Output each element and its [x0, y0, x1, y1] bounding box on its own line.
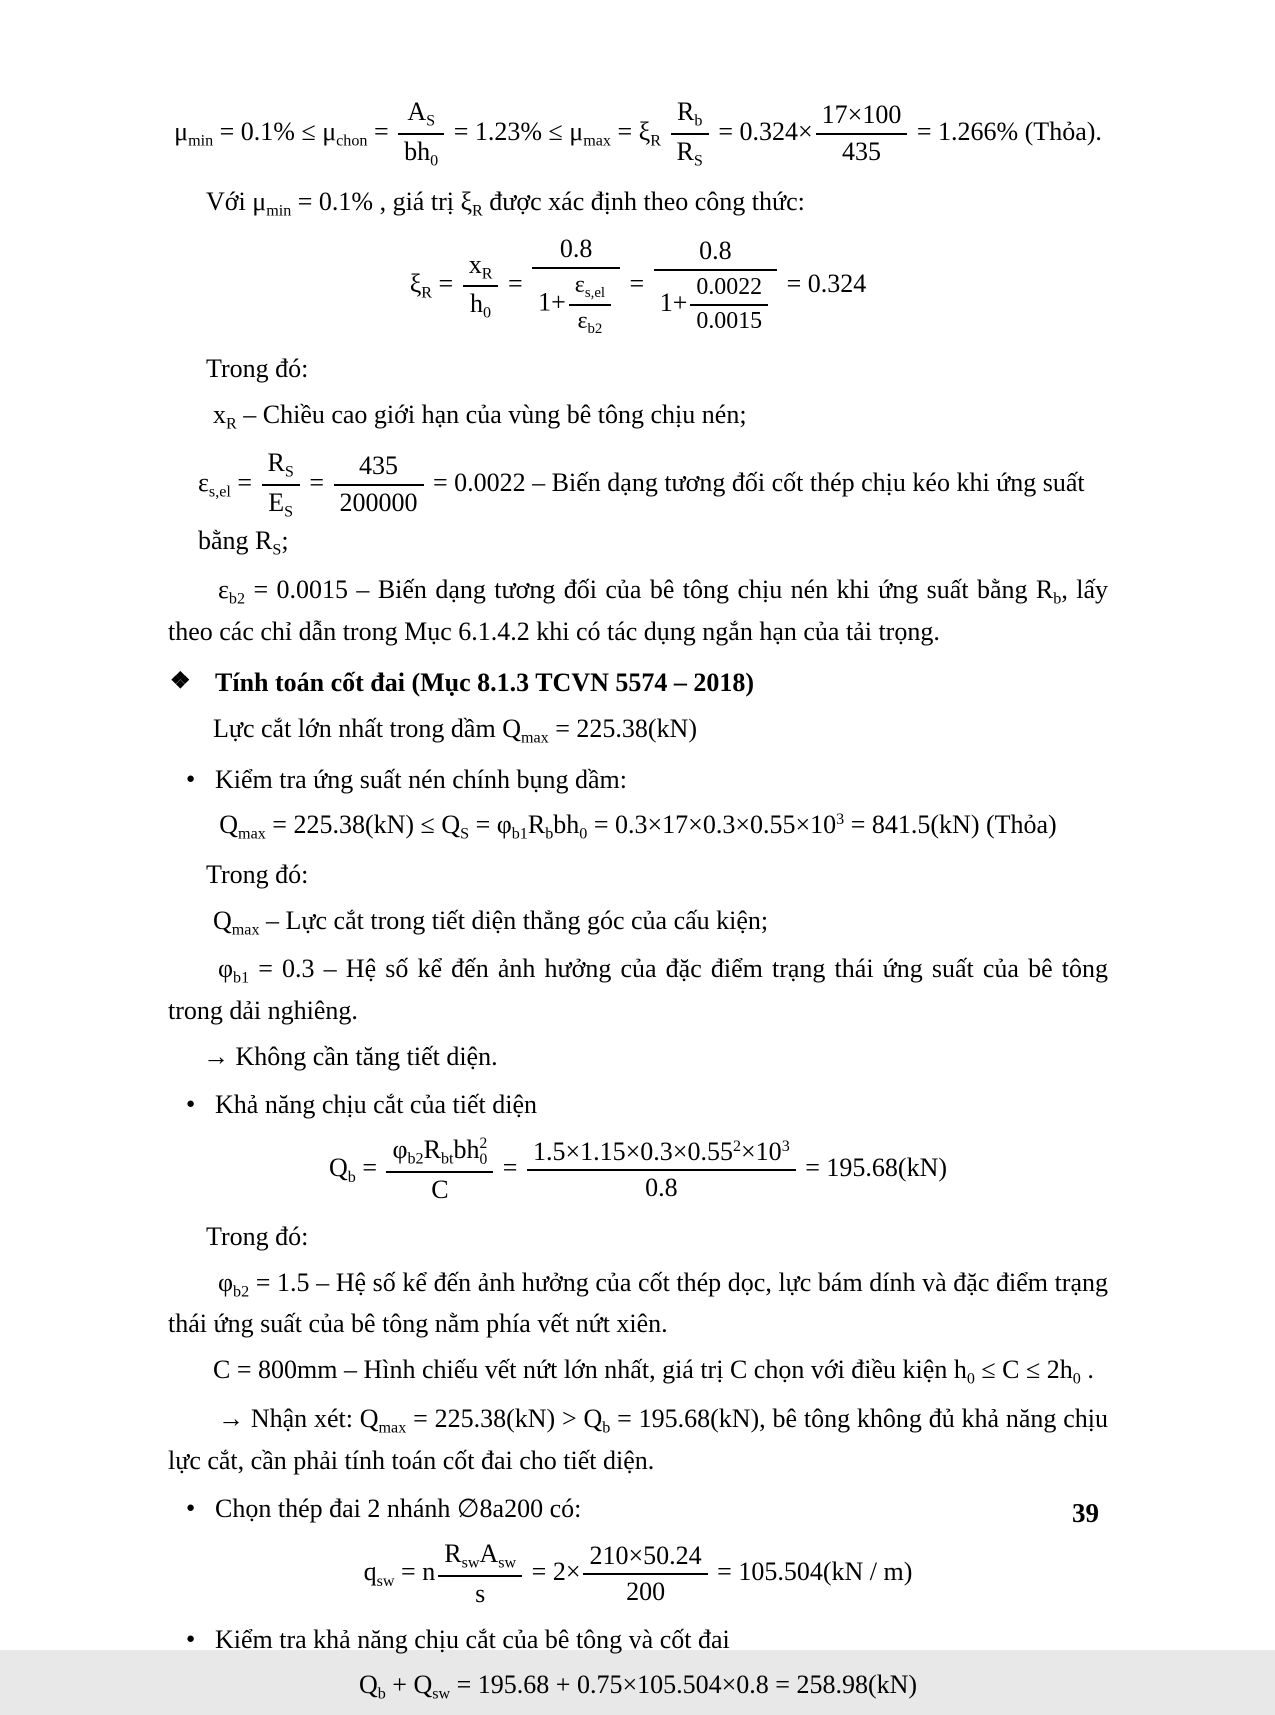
fraction: $\frac{0.0022}{0.0015}$: [690, 272, 768, 338]
subscript: R: [650, 132, 662, 150]
subscript: max: [378, 1419, 407, 1437]
subscript: 0: [483, 305, 492, 323]
subscript: 0: [579, 825, 588, 843]
subscript: b2: [407, 1150, 424, 1168]
para-phi-b2: $\varphi_{b2} = 1.5$ – Hệ số kể đến ảnh hưởng của cốt thép dọc, lực bám dính và đặc điểm trạng thái ứng suất của bê tông nằm phía vết nứt xiên.: [168, 1267, 1108, 1339]
subscript: max: [520, 729, 549, 747]
bullet-kiem-tra-ung-suat: [168, 760, 1108, 799]
subscript: b: [694, 112, 703, 130]
subscript: b1: [511, 825, 528, 843]
subscript: S: [693, 152, 703, 170]
diamond-bullet-icon: ❖: [170, 668, 191, 694]
subscript: R: [481, 265, 493, 283]
subscript: 0: [1072, 1371, 1081, 1389]
fraction: $\frac{R_b}{R_S}$: [671, 95, 709, 173]
dot-bullet-icon: ●: [186, 1096, 196, 1113]
subscript: sw: [376, 1572, 395, 1590]
para-eps-b2: $\varepsilon_{b2} = 0.0015$ – Biến dạng tương đối của bê tông chịu nén khi ứng suất bằng $R_b$, lấy theo các chỉ dẫn trong Mục 6.1.4.2 khi có tác dụng ngắn hạn của tải trọng.: [168, 575, 1108, 647]
para-xi-r-intro: Với $\mu_{min} = 0.1\%$ , giá trị $\xi_R$ được xác định theo công thức:: [206, 186, 805, 220]
fraction: $\frac{R_{sw}A_{sw}}{s}$: [438, 1537, 522, 1611]
formula-xi-r: $\xi_R$ = $\frac{x_R}{h_0}$ = 0.8 1+ $\frac{\varepsilon_{s,el}}{\varepsilon_{b2}}$ = 0.8 1+ $\frac{0.0022}{0.0015}$ = 0.324: [168, 232, 1108, 340]
subscript: b: [1053, 591, 1062, 609]
fraction: $\frac{x_R}{h_0}$: [463, 248, 499, 326]
bullet-chon-thep-dai: [168, 1489, 1108, 1528]
formula-eps-sel: $\varepsilon_{s,el}$ = $\frac{R_S}{E_S}$ = $\frac{435}{200000}$ = 0.0022 – Biến dạng tương đối cốt thép chịu kéo khi ứng suất bằng $R_S$;: [198, 448, 1085, 559]
subscript: S: [284, 503, 294, 521]
subscript: min: [266, 202, 292, 220]
para-trong-do-2: Trong đó:: [206, 859, 309, 889]
sub-sup-stack: 2 0: [479, 1134, 488, 1169]
subscript: s,el: [584, 285, 606, 302]
subscript: S: [272, 541, 282, 559]
fraction: $\varphi_{b2}R_{bt}bh$ 2 0 C: [386, 1133, 493, 1207]
fraction: $\frac{1.5\times 1.15\times 0.3\times 0.55^2\times 10^3}{0.8}$: [527, 1135, 796, 1206]
heading-text: Tính toán cốt đai (Mục 8.1.3 TCVN 5574 – 2018): [215, 668, 755, 698]
dot-bullet-icon: ●: [186, 771, 196, 788]
superscript: 2: [732, 1138, 742, 1156]
subscript: min: [188, 132, 214, 150]
bullet-text: Kiểm tra khả năng chịu cắt của bê tông và cốt đai: [215, 1625, 730, 1655]
subscript: chon: [336, 132, 368, 150]
subscript: b: [545, 825, 554, 843]
subscript: b2: [233, 1283, 250, 1301]
bullet-kha-nang-chiu-cat: [168, 1085, 1108, 1124]
def-qmax: $Q_{max}$ – Lực cắt trong tiết diện thẳng góc của cấu kiện;: [213, 905, 769, 939]
def-x-r: $x_R$ – Chiều cao giới hạn của vùng bê tông chịu nén;: [213, 400, 747, 433]
subscript: sw: [432, 1686, 451, 1703]
para-c-800mm: C = 800mm – Hình chiếu vết nứt lớn nhất, giá trị C chọn với điều kiện $h_0 \le C \le 2h_0$ .: [213, 1355, 1094, 1389]
formula-qsw: $q_{sw} = n$ $\frac{R_{sw}A_{sw}}{s}$ = 2× $\frac{210\times 50.24}{200}$ = 105.504(kN / m): [168, 1537, 1108, 1611]
para-khong-can-tang: → Không cần tăng tiết diện.: [203, 1042, 498, 1072]
subscript: R: [472, 202, 483, 220]
fraction: $\frac{R_S}{E_S}$: [262, 446, 300, 524]
formula-qb: $Q_b$ = $\varphi_{b2}R_{bt}bh$ 2 0 C = $\frac{1.5\times 1.15\times 0.3\times 0.55^2\times 10^3}{0.8}$ = 195.68(kN): [168, 1133, 1108, 1207]
formula-qmax-qs-check: $Q_{max} = 225.38(kN) \le Q_S = \varphi_{b1}R_bbh_0 = 0.3\times 17\times 0.3\times 0.55\times 10^3 = 841.5(kN)$ (Thỏa): [219, 810, 1057, 843]
fraction: $\frac{210\times 50.24}{200}$: [583, 1539, 707, 1610]
para-phi-b1: $\varphi_{b1} = 0.3$ – Hệ số kể đến ảnh hưởng của đặc điểm trạng thái ứng suất của bê tông trong dải nghiêng.: [168, 954, 1108, 1026]
subscript: s,el: [208, 483, 231, 501]
fraction: $\frac{435}{200000}$: [334, 449, 424, 520]
subscript: max: [231, 921, 260, 939]
subscript: S: [426, 112, 436, 130]
para-trong-do-3: Trong đó:: [206, 1221, 309, 1251]
formula-qb-plus-qsw: $Q_b + Q_{sw} = 195.68 + 0.75\times 105.504\times 0.8 = 258.98(kN)$: [358, 1670, 918, 1703]
superscript: 3: [836, 811, 845, 829]
document-content: [168, 86, 1108, 1715]
fraction: $\frac{17\times 100}{435}$: [816, 98, 908, 169]
heading-tinh-toan-cot-dai: [168, 663, 1108, 702]
subscript: S: [460, 825, 470, 843]
subscript: 0: [966, 1371, 975, 1389]
subscript: b2: [228, 591, 246, 609]
subscript: R: [226, 416, 237, 433]
formula-mu-ratio-check: $\mu_{min} = 0.1\% \le \mu_{chon}$ = $\frac{A_S}{bh_0}$ = $1.23\% \le \mu_{max} = \xi_R$ $\frac{R_b}{R_S}$ = 0.324× $\frac{17\times 100}{435}$ = 1.266% (Thỏa).: [168, 95, 1108, 173]
subscript: b: [347, 1169, 356, 1187]
subscript: sw: [498, 1554, 517, 1572]
bullet-kiem-tra-kha-nang: [168, 1620, 1108, 1659]
dot-bullet-icon: ●: [186, 1500, 196, 1517]
bullet-text: Chọn thép đai 2 nhánh ∅8a200 có:: [215, 1494, 582, 1524]
subscript: R: [421, 285, 433, 302]
subscript: b: [377, 1686, 386, 1703]
subscript: b: [602, 1419, 611, 1437]
fraction: $\frac{A_S}{bh_0}$: [398, 95, 444, 173]
subscript: max: [238, 825, 266, 843]
page-number: 39: [1072, 1498, 1099, 1528]
bullet-text: Khả năng chịu cắt của tiết diện: [215, 1090, 537, 1120]
subscript: b1: [233, 970, 250, 988]
subscript: bt: [440, 1150, 454, 1168]
subscript: 0: [430, 152, 439, 170]
para-trong-do-1: Trong đó:: [206, 354, 309, 384]
fraction: $\frac{\varepsilon_{s,el}}{\varepsilon_{b2}}$: [569, 270, 611, 339]
fraction: 0.8 1+ $\frac{\varepsilon_{s,el}}{\varepsilon_{b2}}$: [532, 232, 620, 340]
para-nhan-xet: → Nhận xét: $Q_{max} = 225.38(kN) > Q_b = 195.68(kN)$, bê tông không đủ khả năng chịu lực cắt, cần phải tính toán cốt đai cho tiết diện.: [168, 1404, 1108, 1476]
superscript: 3: [781, 1138, 790, 1156]
subscript: b2: [587, 320, 603, 337]
para-luc-cat-max: Lực cắt lớn nhất trong dầm $Q_{max} = 225.38(kN)$: [213, 714, 697, 747]
dot-bullet-icon: ●: [186, 1631, 196, 1648]
subscript: S: [284, 463, 294, 481]
fraction: 0.8 1+ $\frac{0.0022}{0.0015}$: [654, 234, 777, 338]
subscript: sw: [461, 1554, 480, 1572]
subscript: max: [583, 132, 611, 150]
bullet-text: Kiểm tra ứng suất nén chính bụng dầm:: [215, 765, 627, 795]
